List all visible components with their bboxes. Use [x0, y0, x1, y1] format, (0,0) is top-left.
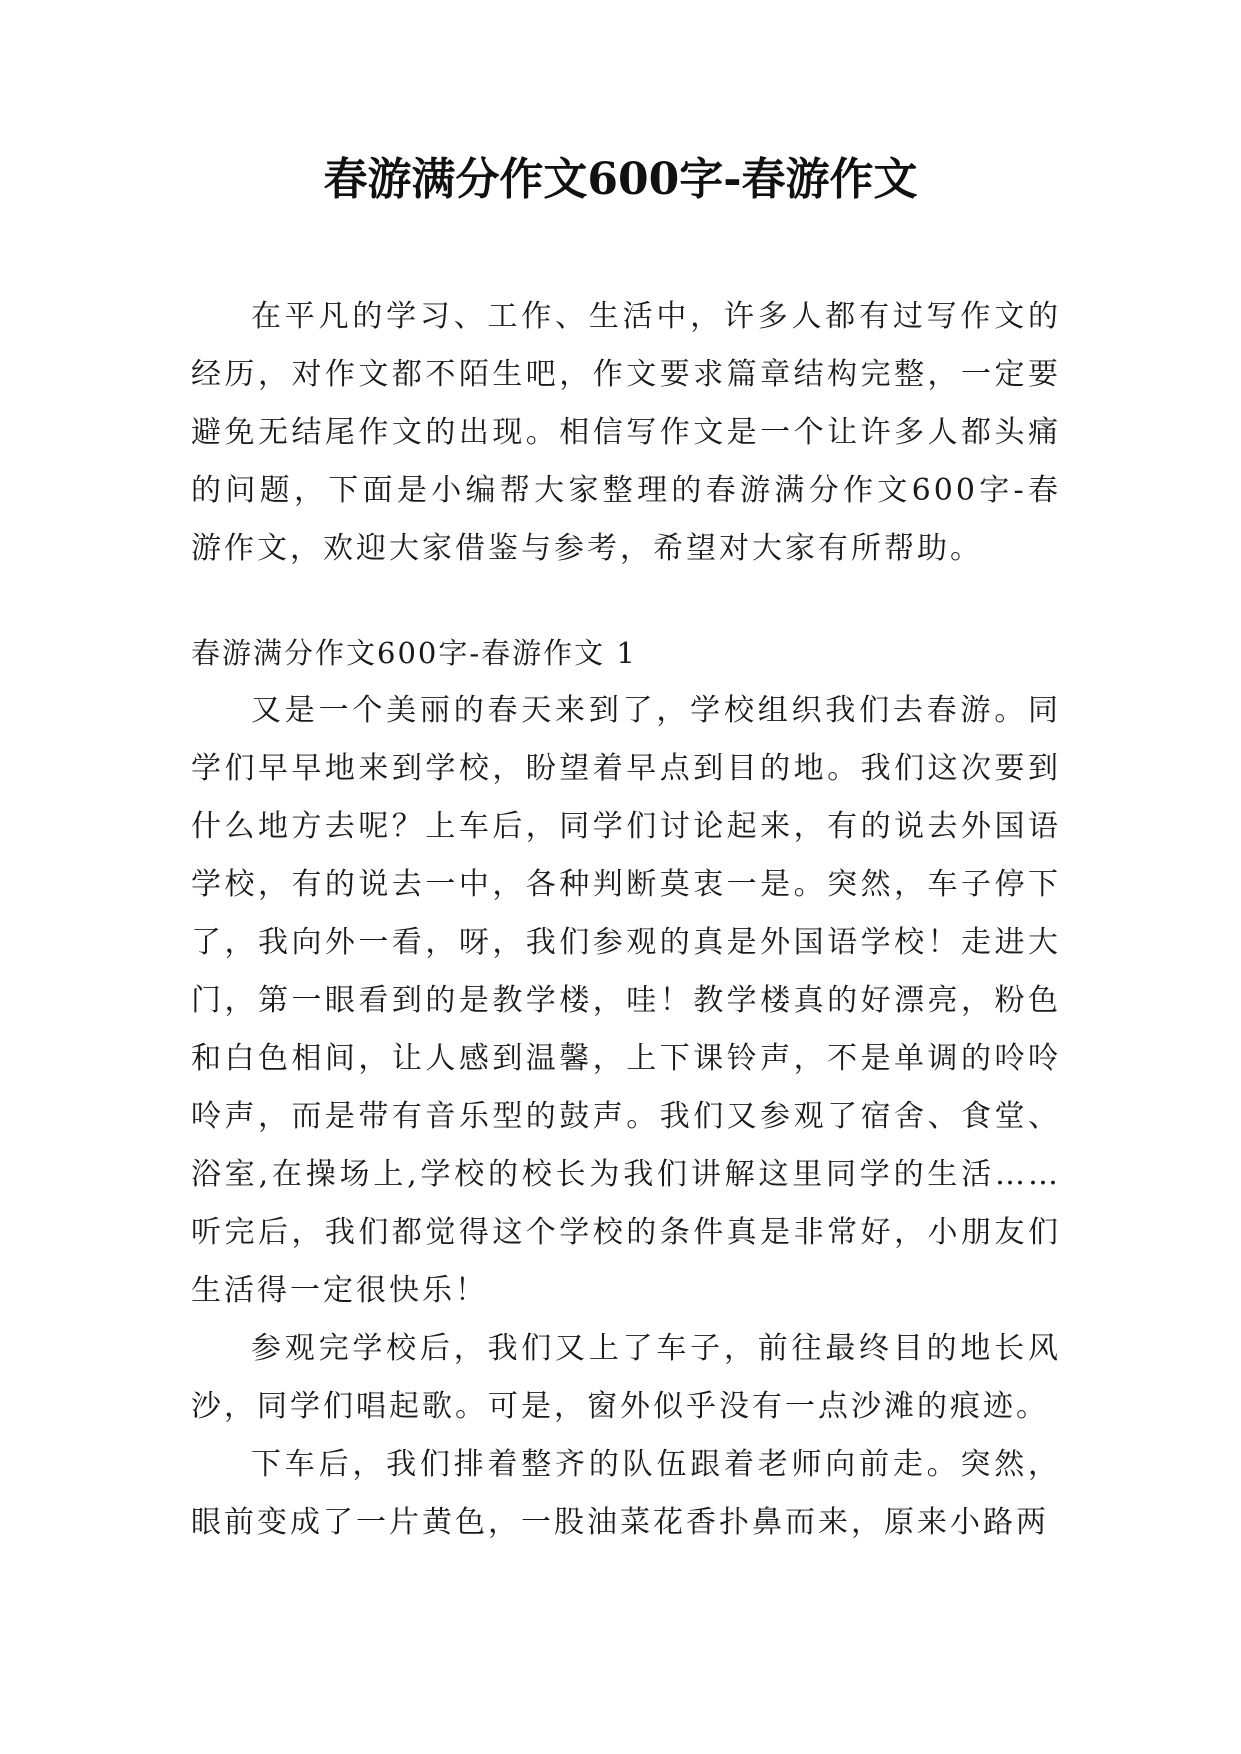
- body-paragraph-1: 又是一个美丽的春天来到了，学校组织我们去春游。同学们早早地来到学校，盼望着早点到目的地。我们这次要到什么地方去呢？上车后，同学们讨论起来，有的说去外国语学校，有的说去一中，各种判断莫衷一是。突然，车子停下了，我向外一看，呀，我们参观的真是外国语学校！走进大门，第一眼看到的是教学楼，哇！教学楼真的好漂亮，粉色和白色相间，让人感到温馨，上下课铃声，不是单调的呤呤呤声，而是带有音乐型的鼓声。我们又参观了宿舍、食堂、浴室,在操场上,学校的校长为我们讲解这里同学的生活……听完后，我们都觉得这个学校的条件真是非常好，小朋友们生活得一定很快乐！: [191, 693, 1061, 1308]
- body-paragraph-2: 参观完学校后，我们又上了车子，前往最终目的地长风沙，同学们唱起歌。可是，窗外似乎没有一点沙滩的痕迹。: [191, 1331, 1061, 1424]
- page-title: 春游满分作文600字-春游作文: [323, 154, 918, 205]
- body-paragraph-3: 下车后，我们排着整齐的队伍跟着老师向前走。突然，眼前变成了一片黄色，一股油菜花香扑鼻而来，原来小路两: [191, 1447, 1061, 1540]
- section-heading: 春游满分作文600字-春游作文 1: [191, 636, 637, 670]
- intro-paragraph: 在平凡的学习、工作、生活中，许多人都有过写作文的经历，对作文都不陌生吧，作文要求篇章结构完整，一定要避免无结尾作文的出现。相信写作文是一个让许多人都头痛的问题，下面是小编帮大家整理的春游满分作文600字-春游作文，欢迎大家借鉴与参考，希望对大家有所帮助。: [191, 299, 1061, 566]
- article-body: [191, 288, 1061, 1552]
